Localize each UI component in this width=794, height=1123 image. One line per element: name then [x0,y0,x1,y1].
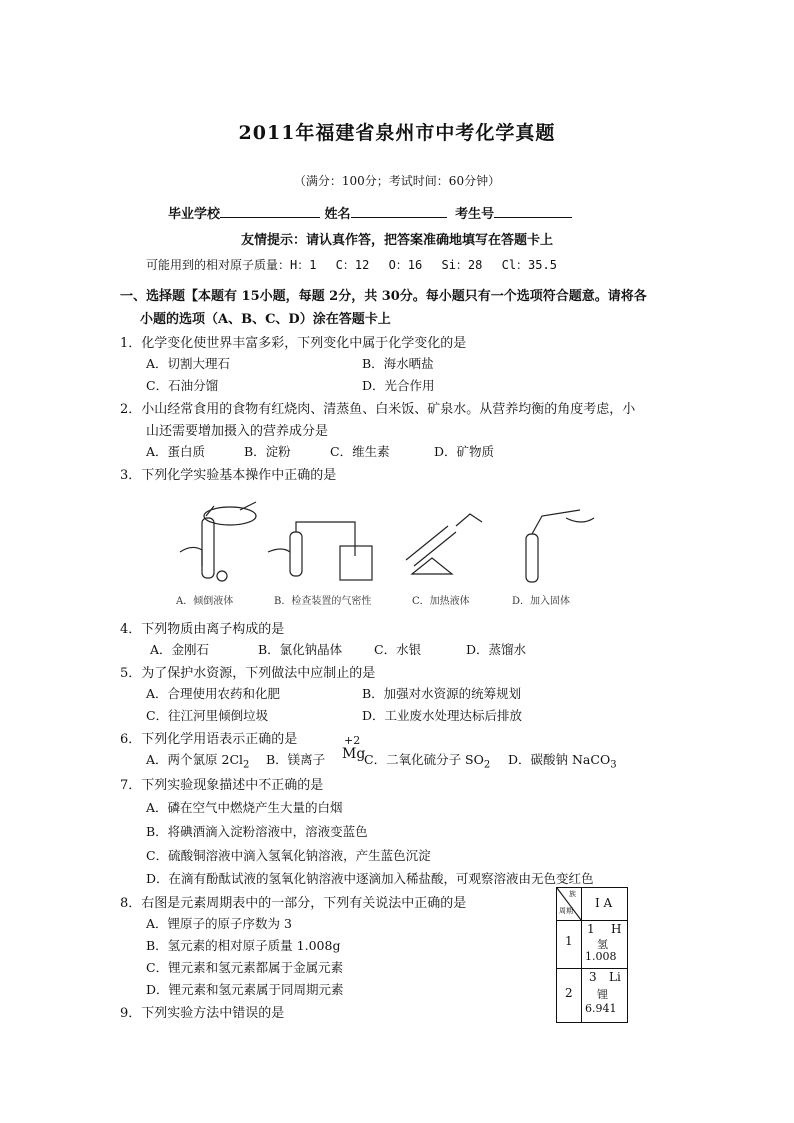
q3-option-b: B．检查装置的气密性 [274,596,372,607]
student-info-line [168,203,572,222]
q5-option-b: B．加强对水资源的统筹规划 [362,686,522,701]
hydrogen-number: 1 [587,922,595,936]
q2-option-b: B．淀粉 [244,444,291,459]
period-2: 2 [565,986,573,1000]
q7-option-c: C．硫酸铜溶液中滴入氢氧化钠溶液，产生蓝色沉淀 [146,848,431,863]
q7-option-b: B．将碘酒滴入淀粉溶液中，溶液变蓝色 [146,824,368,839]
hydrogen-symbol: H [611,922,622,936]
lithium-symbol: Li [609,970,621,984]
section-heading-cont: 小题的选项（A、B、C、D）涂在答题卡上 [140,312,391,327]
q6-option-b: B．镁离子 [266,752,326,767]
exam-number-field[interactable] [494,204,572,218]
q4-option-b: B．氯化钠晶体 [258,642,343,657]
exam-number-label: 考生号 [455,207,495,222]
lithium-mass: 6.941 [585,1002,617,1015]
school-field[interactable] [220,204,320,218]
lithium-number: 3 [589,970,597,984]
question-7: 7．下列实验现象描述中不正确的是 [120,778,324,793]
period-corner-label: 周期 [559,907,573,915]
pouring-liquid-figure [180,502,256,581]
hydrogen-mass: 1.008 [585,950,617,963]
q2-option-a: A．蛋白质 [146,444,206,459]
periodic-table-fragment [556,887,628,1023]
q1-option-d: D．光合作用 [362,378,435,393]
q2-option-c: C．维生素 [330,444,390,459]
group-corner-label: 族 [569,890,576,898]
question-9: 9．下列实验方法中错误的是 [120,1006,285,1021]
section-heading: 一、选择题【本题有 15小题，每题 2分，共 30分。每小题只有一个选项符合题意。请将各 [120,289,647,304]
atomic-mass-line: 可能用到的相对原子质量：H：1 C：12 O：16 Si：28 Cl：35.5 [146,258,557,272]
q7-option-a: A．磷在空气中燃烧产生大量的白烟 [146,800,343,815]
adding-solid-figure [526,510,594,582]
q3-option-a: A．倾倒液体 [176,596,234,607]
q8-option-b: B．氢元素的相对原子质量 1.008g [146,938,341,953]
q6-mg-symbol: Mg [342,746,366,762]
page-title: 2011年福建省泉州市中考化学真题 [238,122,556,144]
q5-option-c: C．往江河里倾倒垃圾 [146,708,269,723]
q6-valence-sup: +2 [344,734,361,747]
airtight-check-figure [268,522,372,580]
exam-info: （满分：100分；考试时间：60分钟） [293,174,501,188]
q1-option-a: A．切割大理石 [146,356,231,371]
q4-option-a: A．金刚石 [150,642,210,657]
name-label: 姓名 [324,207,351,222]
question-1: 1．化学变化使世界丰富多彩，下列变化中属于化学变化的是 [120,336,467,351]
heating-liquid-figure [406,514,482,574]
school-label: 毕业学校 [168,207,221,222]
question-6: 6．下列化学用语表示正确的是 [120,732,298,747]
q5-option-a: A．合理使用农药和化肥 [146,686,281,701]
q3-option-c: C．加热液体 [412,596,470,607]
q8-option-c: C．锂元素和氢元素都属于金属元素 [146,960,344,975]
question-8: 8．右图是元素周期表中的一部分，下列有关说法中正确的是 [120,896,467,911]
question-3: 3．下列化学实验基本操作中正确的是 [120,468,337,483]
q7-option-d: D．在滴有酚酞试液的氢氧化钠溶液中逐滴加入稀盐酸，可观察溶液由无色变红色 [146,871,594,886]
lithium-name: 锂 [597,988,608,1001]
q8-option-a: A．锂原子的原子序数为 3 [146,916,292,931]
group-header: I A [595,896,613,910]
q2-option-d: D．矿物质 [434,444,495,459]
question-5: 5．为了保护水资源，下列做法中应制止的是 [120,666,376,681]
q6-option-a: A．两个氯原 $2Cl_2$ [146,752,250,771]
q6-option-c: C．二氧化硫分子 $SO_2$ [364,752,491,771]
q4-option-c: C．水银 [374,642,422,657]
question-2: 2．小山经常食用的食物有红烧肉、清蒸鱼、白米饭、矿泉水。从营养均衡的角度考虑，小 [120,402,636,417]
name-field[interactable] [351,204,447,218]
q5-option-d: D．工业废水处理达标后排放 [362,708,523,723]
question-4: 4．下列物质由离子构成的是 [120,622,285,637]
q4-option-d: D．蒸馏水 [466,642,527,657]
friendly-tip: 友情提示：请认真作答，把答案准确地填写在答题卡上 [240,233,553,248]
q1-option-c: C．石油分馏 [146,378,219,393]
hydrogen-name: 氢 [597,938,608,951]
q8-option-d: D．锂元素和氢元素属于同周期元素 [146,982,344,997]
q1-option-b: B．海水晒盐 [362,356,434,371]
q3-option-d: D．加入固体 [512,596,571,607]
experiment-illustrations [170,496,600,588]
question-2-cont: 山还需要增加摄入的营养成分是 [146,424,329,439]
q6-option-d: D．碳酸钠 NaCO$_3$ [508,752,617,771]
period-1: 1 [565,934,573,948]
